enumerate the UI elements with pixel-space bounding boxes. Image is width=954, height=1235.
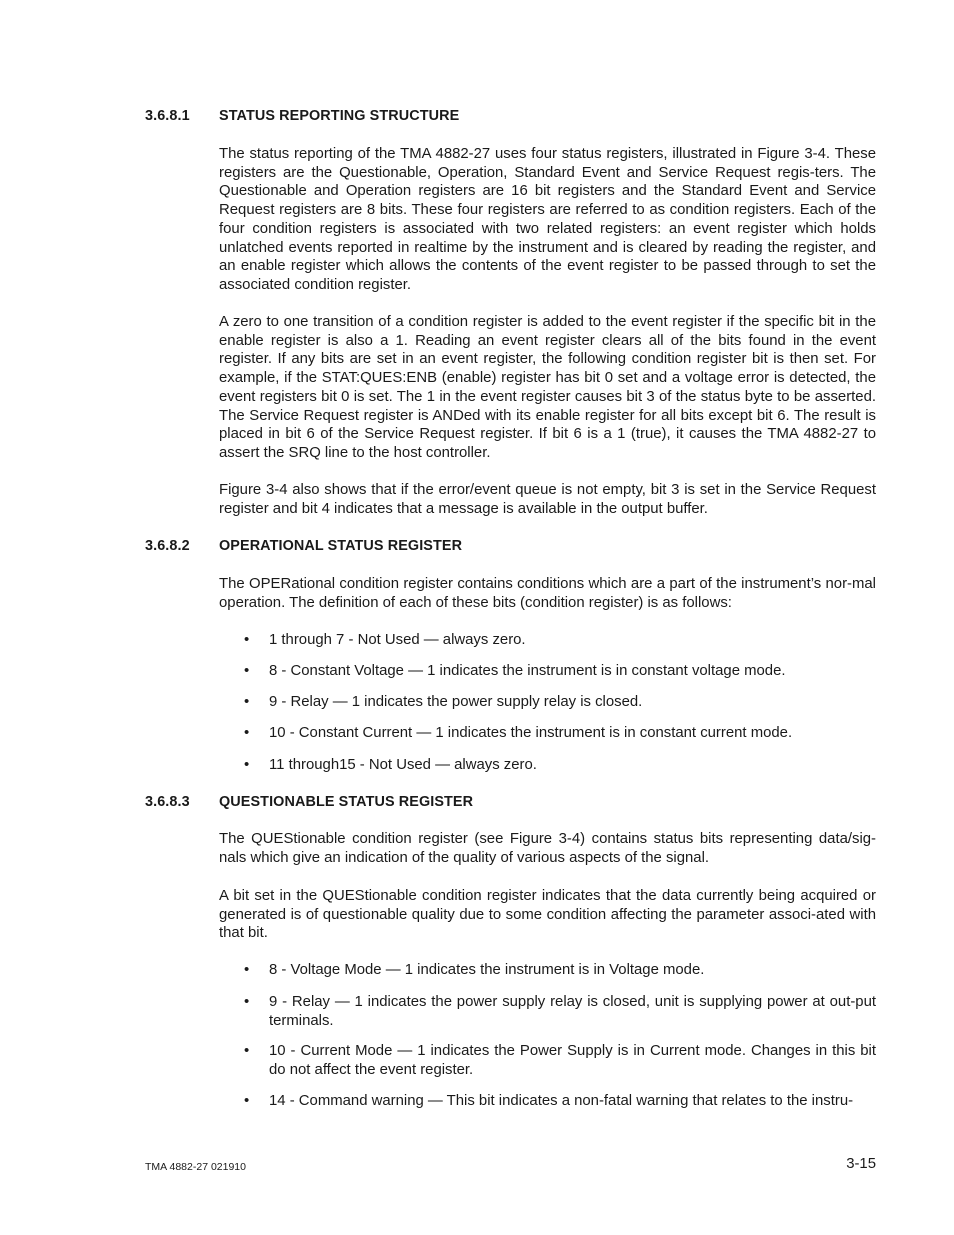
list-item-text: 14 - Command warning — This bit indicates a non-fatal warning that relates to the instru- (269, 1093, 854, 1109)
list-item (244, 1092, 876, 1111)
paragraph: A zero to one transition of a condition register is added to the event register if the specific bit in the enable register is also a 1. Reading an event register clears all of the bits found in the event register. If any bits are set in an event register, the following condition register bit is then set. For example, if the STAT:QUES:ENB (enable) register has bit 0 set and a voltage error is detected, the event registers bit 0 is set. The 1 in the event register causes bit 3 of the status byte to be asserted. The Service Request register is ANDed with its enable register for all bits except bit 6. The result is placed in bit 6 of the Service Request register. If bit 6 is a 1 (true), it causes the TMA 4882-27 to assert the SRQ line to the host controller. (219, 314, 876, 461)
paragraph: A bit set in the QUEStionable condition register indicates that the data currently being acquired or generated is of questionable quality due to some condition affecting the parameter associ-ated with that bit. (219, 888, 876, 942)
list-item (244, 724, 876, 743)
bullet-marker: • (244, 962, 250, 978)
list-item-text: 9 - Relay — 1 indicates the power supply relay is closed, unit is supplying power at out-put terminals. (269, 994, 876, 1029)
section-number: 3.6.8.1 (145, 108, 190, 124)
list-item-text: 1 through 7 - Not Used — always zero. (269, 632, 526, 648)
bullet-marker: • (244, 694, 250, 710)
list-item (244, 1042, 876, 1079)
footer-doc-id: TMA 4882-27 021910 (145, 1161, 246, 1173)
bullet-marker: • (244, 994, 250, 1010)
list-item-text: 10 - Current Mode — 1 indicates the Power Supply is in Current mode. Changes in this bit do not affect the event register. (269, 1043, 876, 1078)
section-number: 3.6.8.2 (145, 538, 190, 554)
bullet-marker: • (244, 1043, 250, 1059)
paragraph: Figure 3-4 also shows that if the error/event queue is not empty, bit 3 is set in the Service Request register and bit 4 indicates that a message is available in the output buffer. (219, 482, 876, 517)
section-heading-3-6-8-2 (145, 538, 462, 554)
bullet-marker: • (244, 663, 250, 679)
list-item-text: 8 - Constant Voltage — 1 indicates the instrument is in constant voltage mode. (269, 663, 786, 679)
paragraph: The status reporting of the TMA 4882-27 uses four status registers, illustrated in Figure 3-4. These registers are the Questionable, Operation, Standard Event and Service Request regis-ters. The Questionable and Operation registers are 16 bit registers and the Standard Event and Service Request registers are 8 bits. These four registers are referred to as condition registers. Each of the four condition registers is associated with two related registers: an event register which holds unlatched events reported in realtime by the instrument and is cleared by reading the register, and an enable register which allows the contents of the event register to be passed through to set the associated condition register. (219, 146, 876, 293)
section-heading-3-6-8-1 (145, 108, 459, 124)
list-item (244, 961, 876, 980)
list-item-text: 8 - Voltage Mode — 1 indicates the instrument is in Voltage mode. (269, 962, 705, 978)
bullet-marker: • (244, 1093, 250, 1109)
list-item (244, 693, 876, 712)
list-item (244, 631, 876, 650)
page-number: 3-15 (846, 1156, 876, 1172)
bullet-marker: • (244, 632, 250, 648)
bullet-marker: • (244, 757, 250, 773)
bullet-marker: • (244, 725, 250, 741)
list-item (244, 993, 876, 1030)
list-item-text: 9 - Relay — 1 indicates the power supply relay is closed. (269, 694, 643, 710)
paragraph: The OPERational condition register contains conditions which are a part of the instrument’s nor-mal operation. The definition of each of these bits (condition register) is as follows: (219, 576, 876, 611)
list-item-text: 11 through15 - Not Used — always zero. (269, 757, 537, 773)
section-title: QUESTIONABLE STATUS REGISTER (219, 794, 474, 810)
paragraph: The QUEStionable condition register (see Figure 3-4) contains status bits representing data/sig-nals which give an indication of the quality of various aspects of the signal. (219, 831, 876, 866)
section-title: STATUS REPORTING STRUCTURE (219, 108, 460, 124)
section-number: 3.6.8.3 (145, 794, 190, 810)
list-item (244, 756, 876, 775)
section-title: OPERATIONAL STATUS REGISTER (219, 538, 463, 554)
list-item (244, 662, 876, 681)
list-item-text: 10 - Constant Current — 1 indicates the instrument is in constant current mode. (269, 725, 793, 741)
section-heading-3-6-8-3 (145, 794, 473, 810)
